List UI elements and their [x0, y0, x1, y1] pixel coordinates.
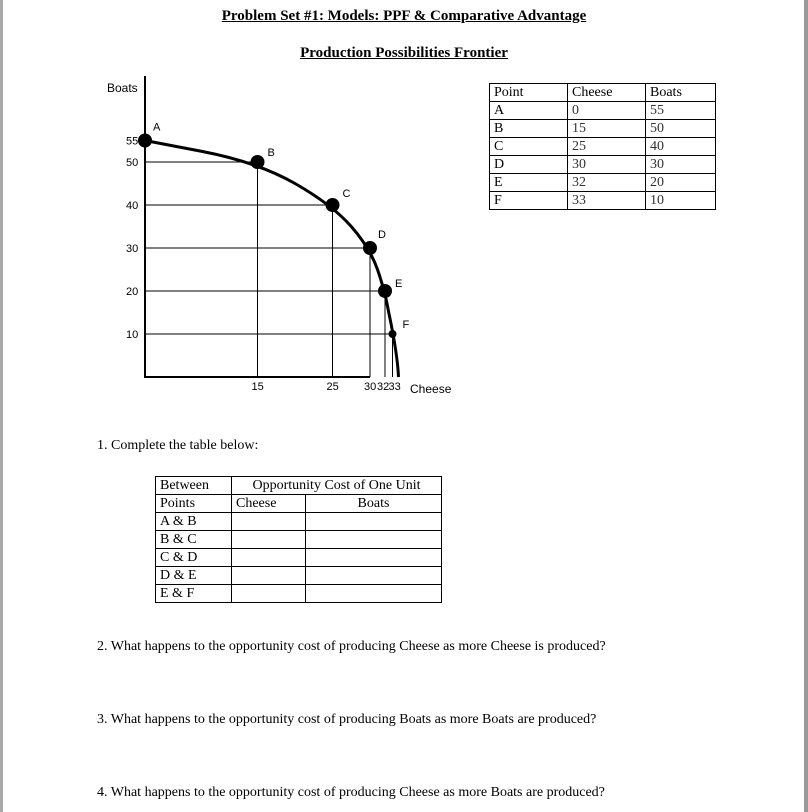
cheese-cell: 30 — [568, 156, 646, 174]
cheese-answer-cell[interactable] — [232, 585, 306, 603]
oc-subheader-row — [156, 495, 442, 513]
point-label-a: A — [153, 121, 161, 134]
between-points-cell: A & B — [156, 513, 232, 531]
question-4: 4. What happens to the opportunity cost of producing Cheese as more Boats are produced? — [97, 785, 605, 800]
table-row — [490, 102, 716, 120]
oc-header-row — [156, 477, 442, 495]
boats-cell: 50 — [646, 120, 716, 138]
x-tick-30: 30 — [364, 381, 377, 393]
points-header-point: Point — [490, 84, 568, 102]
x-tick-15: 15 — [251, 381, 264, 393]
chart-subtitle: Production Possibilities Frontier — [300, 45, 508, 61]
ppf-point-labels — [153, 122, 410, 332]
table-row — [156, 585, 442, 603]
point-e — [378, 284, 392, 298]
point-label-b: B — [267, 147, 275, 159]
cheese-cell: 33 — [568, 192, 646, 210]
cheese-cell: 25 — [568, 138, 646, 156]
points-table-header — [490, 84, 716, 102]
x-axis-label: Cheese — [410, 382, 452, 396]
cheese-cell: 32 — [568, 174, 646, 192]
point-label-f: F — [402, 319, 410, 331]
table-row — [490, 174, 716, 192]
boats-answer-cell[interactable] — [306, 549, 442, 567]
boats-cell: 40 — [646, 138, 716, 156]
between-points-cell: B & C — [156, 531, 232, 549]
cheese-cell: 0 — [568, 102, 646, 120]
point-label-c: C — [342, 188, 351, 200]
boats-answer-cell[interactable] — [306, 531, 442, 549]
between-points-cell: E & F — [156, 585, 232, 603]
table-row — [490, 120, 716, 138]
y-tick-10: 10 — [126, 329, 139, 341]
point-a — [138, 134, 152, 148]
point-cell: C — [490, 138, 568, 156]
between-points-cell: C & D — [156, 549, 232, 567]
header-boats: Boats — [306, 495, 442, 513]
x-tick-labels — [252, 381, 401, 393]
header-cheese: Cheese — [232, 495, 306, 513]
cheese-answer-cell[interactable] — [232, 531, 306, 549]
question-1: 1. Complete the table below: — [97, 438, 259, 453]
y-tick-30: 30 — [126, 243, 139, 255]
boats-cell: 55 — [646, 102, 716, 120]
table-row — [156, 513, 442, 531]
header-opportunity-cost: Opportunity Cost of One Unit — [232, 477, 442, 495]
cheese-answer-cell[interactable] — [232, 549, 306, 567]
table-row — [490, 156, 716, 174]
boats-cell: 20 — [646, 174, 716, 192]
table-row — [156, 549, 442, 567]
ppf-points-table — [489, 83, 716, 210]
x-tick-32: 32 — [377, 381, 390, 393]
point-d — [363, 241, 377, 255]
boats-answer-cell[interactable] — [306, 567, 442, 585]
boats-answer-cell[interactable] — [306, 513, 442, 531]
point-cell: A — [490, 102, 568, 120]
y-tick-labels — [126, 136, 138, 342]
point-f — [389, 330, 397, 338]
x-tick-25: 25 — [326, 381, 339, 393]
opportunity-cost-table — [155, 476, 442, 603]
cheese-cell: 15 — [568, 120, 646, 138]
point-c — [326, 198, 340, 212]
point-label-d: D — [378, 229, 386, 241]
boats-answer-cell[interactable] — [306, 585, 442, 603]
header-points: Points — [156, 495, 232, 513]
y-tick-40: 40 — [126, 200, 139, 212]
y-axis-label: Boats — [107, 81, 138, 95]
table-row — [490, 192, 716, 210]
table-row — [156, 567, 442, 585]
page-title: Problem Set #1: Models: PPF & Comparative Advantage — [221, 8, 587, 24]
point-cell: D — [490, 156, 568, 174]
y-tick-50: 50 — [126, 157, 139, 169]
boats-cell: 30 — [646, 156, 716, 174]
point-label-e: E — [395, 278, 403, 290]
y-tick-55: 55 — [126, 135, 139, 148]
table-row — [156, 531, 442, 549]
cheese-answer-cell[interactable] — [232, 567, 306, 585]
ppf-curve — [145, 141, 399, 378]
point-b — [251, 155, 265, 169]
question-3: 3. What happens to the opportunity cost of producing Boats as more Boats are produced? — [97, 712, 597, 727]
point-cell: B — [490, 120, 568, 138]
boats-cell: 10 — [646, 192, 716, 210]
question-2: 2. What happens to the opportunity cost of producing Cheese as more Cheese is produced? — [97, 639, 606, 654]
guide-lines — [145, 141, 393, 378]
point-cell: E — [490, 174, 568, 192]
table-row — [490, 138, 716, 156]
x-tick-33: 33 — [388, 381, 401, 393]
y-tick-20: 20 — [126, 286, 139, 298]
points-header-boats: Boats — [646, 84, 716, 102]
points-header-cheese: Cheese — [568, 84, 646, 102]
cheese-answer-cell[interactable] — [232, 513, 306, 531]
point-cell: F — [490, 192, 568, 210]
header-between: Between — [156, 477, 232, 495]
between-points-cell: D & E — [156, 567, 232, 585]
